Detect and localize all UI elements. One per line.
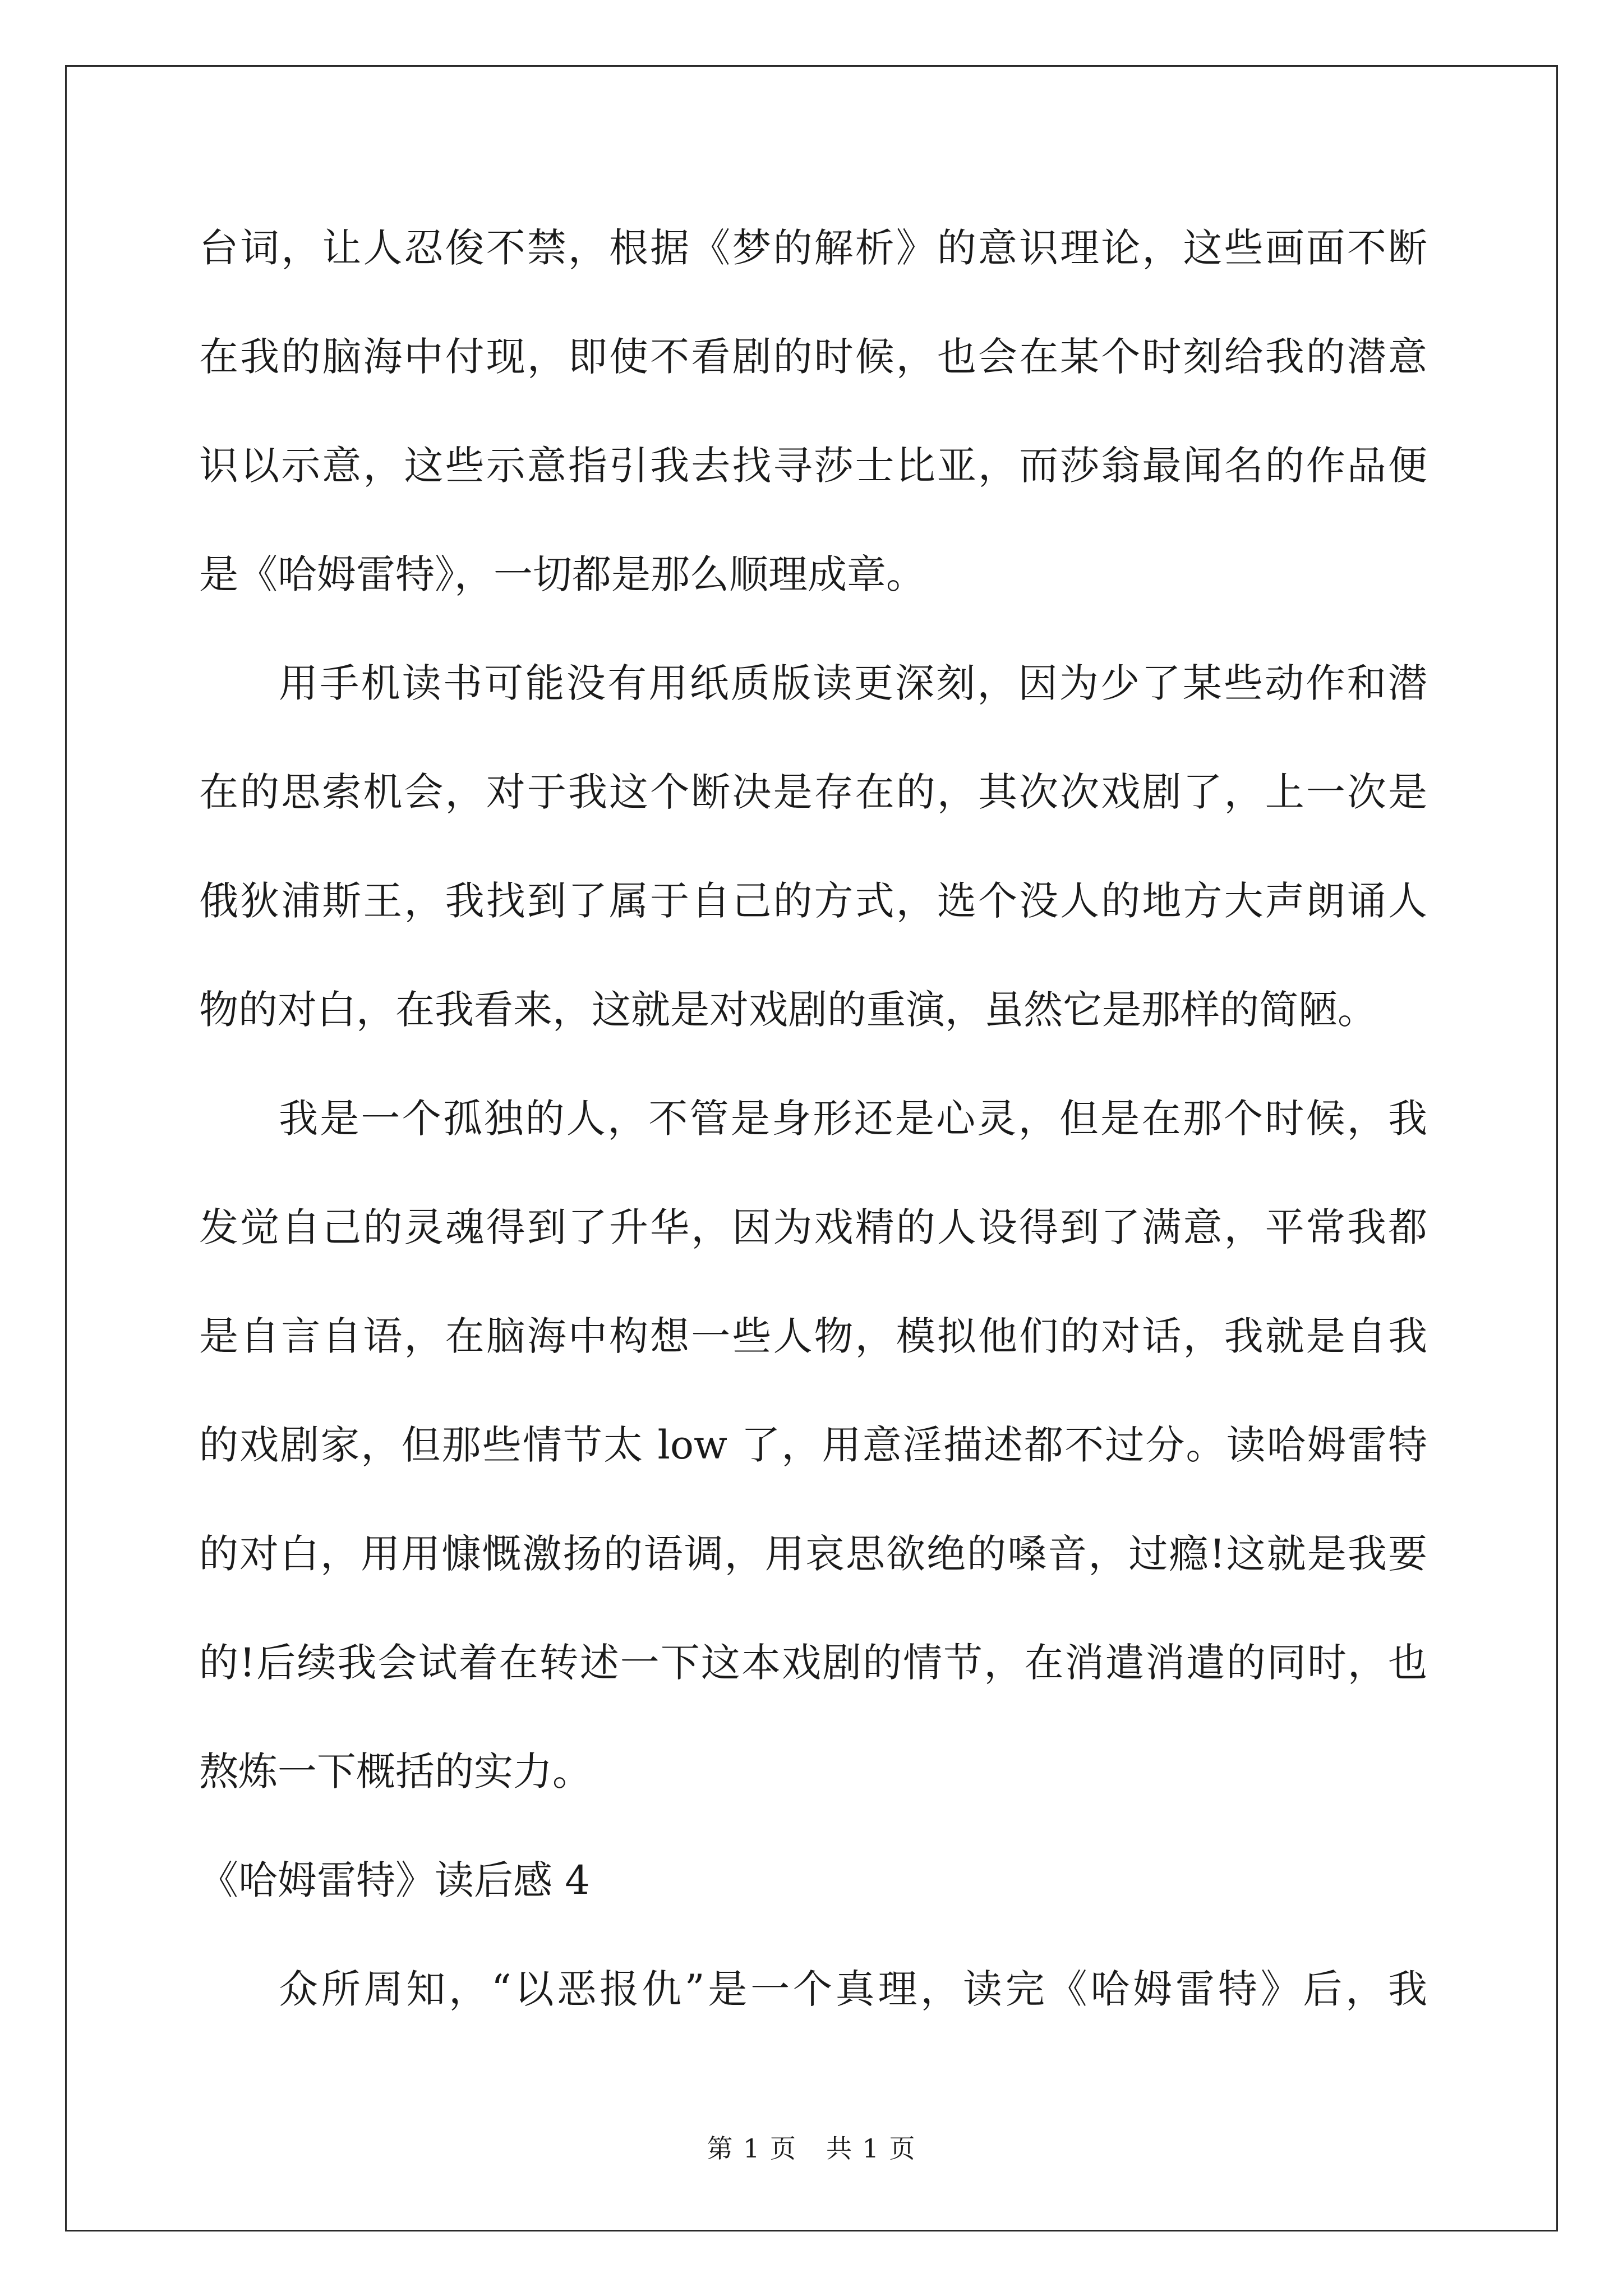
text-line: 在我的脑海中付现，即使不看剧的时候，也会在某个时刻给我的潜意 (199, 334, 1427, 380)
text-line: 是自言自语，在脑海中构想一些人物，模拟他们的对话，我就是自我 (199, 1313, 1427, 1359)
text-line: 台词，让人忍俊不禁，根据《梦的解析》的意识理论，这些画面不断 (199, 225, 1427, 271)
text-line: 我是一个孤独的人，不管是身形还是心灵，但是在那个时候，我 (279, 1096, 1427, 1142)
text-line: 众所周知，“以恶报仇”是一个真理，读完《哈姆雷特》后，我 (279, 1966, 1427, 2012)
text-line: 是《哈姆雷特》，一切都是那么顺理成章。 (199, 551, 925, 597)
text-line: 识以示意，这些示意指引我去找寻莎士比亚，而莎翁最闻名的作品便 (199, 443, 1427, 489)
document-body (199, 194, 1427, 2044)
page-total: 共 1 页 (826, 2133, 916, 2164)
text-line: 的对白，用用慷慨激扬的语调，用哀思欲绝的嗓音，过瘾!这就是我要 (199, 1531, 1427, 1577)
text-line: 发觉自己的灵魂得到了升华，因为戏精的人设得到了满意，平常我都 (199, 1204, 1427, 1250)
page-number: 第 1 页 (707, 2133, 797, 2164)
text-line: 用手机读书可能没有用纸质版读更深刻，因为少了某些动作和潜 (279, 660, 1427, 706)
page-footer (0, 2128, 1623, 2165)
text-line: 在的思索机会，对于我这个断决是存在的，其次次戏剧了，上一次是 (199, 769, 1427, 815)
section-heading: 《哈姆雷特》读后感 4 (199, 1857, 590, 1903)
text-line: 物的对白，在我看来，这就是对戏剧的重演，虽然它是那样的简陋。 (199, 987, 1377, 1033)
text-line: 俄狄浦斯王，我找到了属于自己的方式，选个没人的地方大声朗诵人 (199, 878, 1427, 924)
text-line: 的!后续我会试着在转述一下这本戏剧的情节，在消遣消遣的同时，也 (199, 1640, 1427, 1686)
text-line: 的戏剧家，但那些情节太 low 了，用意淫描述都不过分。读哈姆雷特 (199, 1422, 1427, 1468)
text-line: 熬炼一下概括的实力。 (199, 1749, 592, 1795)
